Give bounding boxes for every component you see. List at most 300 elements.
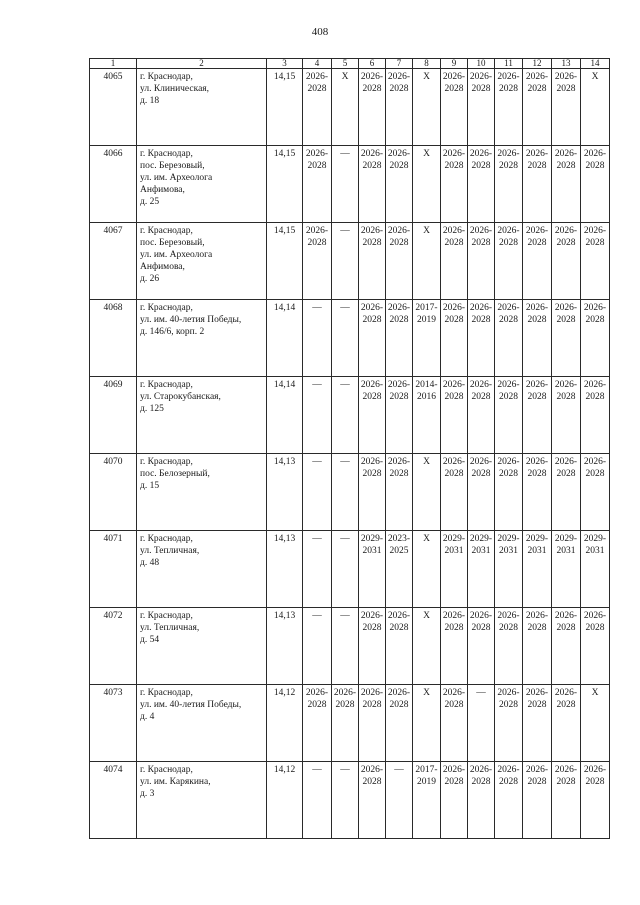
column-header-14: 14 <box>581 59 610 69</box>
period-text: 2026- <box>360 611 384 621</box>
period-text: Х <box>423 611 430 621</box>
period-cell <box>303 300 332 377</box>
address-line: г. Краснодар, <box>140 226 193 236</box>
period-cell <box>332 608 359 685</box>
period-cell <box>441 454 468 531</box>
period-text: 2026- <box>525 457 549 467</box>
period-text: 2029- <box>469 534 493 544</box>
period-text: 2028 <box>527 84 547 94</box>
period-text: 2031 <box>362 546 382 556</box>
period-cell <box>441 531 468 608</box>
area-cell: 14,12 <box>267 762 303 839</box>
address-line: ул. им. 40-летия Победы, <box>140 700 242 710</box>
address-line: г. Краснодар, <box>140 72 193 82</box>
period-text: 2026- <box>442 611 466 621</box>
period-cell <box>468 377 495 454</box>
table-row <box>90 300 610 377</box>
period-text: 2026- <box>469 457 493 467</box>
address-line: ул. им. Карякина, <box>140 777 211 787</box>
period-text: Х <box>591 688 599 698</box>
period-text: 2026- <box>442 72 466 82</box>
period-text: 2028 <box>499 161 518 171</box>
table-row <box>90 454 610 531</box>
table-row <box>90 146 610 223</box>
period-text: 2029- <box>525 534 549 544</box>
period-cell <box>495 300 523 377</box>
period-cell <box>523 531 552 608</box>
period-cell <box>581 608 610 685</box>
period-text: — <box>312 534 322 544</box>
address-line: пос. Березовый, <box>140 238 205 248</box>
period-cell <box>441 146 468 223</box>
period-cell <box>332 377 359 454</box>
period-text: 2026- <box>360 149 384 159</box>
area-cell: 14,13 <box>267 454 303 531</box>
period-text: 2028 <box>527 161 547 171</box>
period-text: 2026- <box>305 149 329 159</box>
period-cell <box>441 762 468 839</box>
period-text: 2028 <box>389 315 409 325</box>
period-text: 2028 <box>499 238 518 248</box>
period-cell <box>359 300 386 377</box>
period-text: 2028 <box>556 469 576 479</box>
period-text: 2026- <box>442 688 466 698</box>
period-text: 2014- <box>415 380 438 390</box>
period-text: 2026- <box>305 72 329 82</box>
period-text: 2028 <box>556 161 576 171</box>
period-cell <box>441 685 468 762</box>
period-cell <box>495 685 523 762</box>
period-text: Х <box>591 72 599 82</box>
period-text: 2017- <box>415 303 438 313</box>
period-text: Х <box>341 72 349 82</box>
period-text: 2026- <box>469 380 493 390</box>
period-text: 2031 <box>471 546 491 556</box>
period-text: 2028 <box>471 238 491 248</box>
period-text: 2026- <box>583 149 607 159</box>
period-cell <box>413 685 441 762</box>
period-text: 2028 <box>444 161 464 171</box>
period-cell <box>413 377 441 454</box>
area-cell: 14,14 <box>267 300 303 377</box>
period-cell <box>552 223 581 300</box>
period-cell <box>386 69 413 146</box>
period-cell <box>359 223 386 300</box>
period-cell <box>552 146 581 223</box>
address-line: пос. Белозерный, <box>140 469 210 479</box>
period-text: 2026- <box>469 149 493 159</box>
period-cell <box>359 608 386 685</box>
period-text: 2028 <box>444 623 464 633</box>
address-line: д. 125 <box>140 404 164 414</box>
period-text: 2028 <box>585 161 605 171</box>
period-text: 2026- <box>442 765 466 775</box>
address-cell <box>137 146 267 223</box>
column-header-12: 12 <box>523 59 552 69</box>
column-header-1: 1 <box>90 59 137 69</box>
period-text: 2028 <box>362 700 382 710</box>
period-text: 2031 <box>556 546 576 556</box>
period-cell <box>359 146 386 223</box>
period-text: 2028 <box>389 161 409 171</box>
period-cell <box>441 300 468 377</box>
address-cell <box>137 685 267 762</box>
period-text: 2026- <box>360 72 384 82</box>
period-cell <box>523 608 552 685</box>
period-text: 2026- <box>497 688 520 698</box>
period-text: 2026- <box>305 688 329 698</box>
period-cell <box>523 377 552 454</box>
column-header-13: 13 <box>552 59 581 69</box>
period-cell <box>413 300 441 377</box>
period-text: 2026- <box>525 765 549 775</box>
period-text: 2031 <box>444 546 464 556</box>
period-cell <box>523 300 552 377</box>
period-cell <box>581 685 610 762</box>
period-text: 2026- <box>387 226 411 236</box>
period-cell <box>581 223 610 300</box>
period-text: 2028 <box>556 84 576 94</box>
period-text: 2028 <box>585 238 605 248</box>
period-cell <box>413 69 441 146</box>
period-text: 2016 <box>417 392 436 402</box>
row-number: 4068 <box>90 300 137 377</box>
period-cell <box>441 608 468 685</box>
period-cell <box>523 146 552 223</box>
period-text: 2028 <box>499 469 518 479</box>
table-row <box>90 608 610 685</box>
period-text: — <box>312 457 322 467</box>
period-cell <box>386 223 413 300</box>
period-text: 2026- <box>554 765 578 775</box>
period-text: 2028 <box>585 777 605 787</box>
period-cell <box>332 531 359 608</box>
period-cell <box>581 762 610 839</box>
address-line: ул. Тепличная, <box>140 623 200 633</box>
period-text: 2026- <box>525 611 549 621</box>
period-cell <box>441 69 468 146</box>
period-cell <box>303 608 332 685</box>
period-text: 2026- <box>583 765 607 775</box>
period-cell <box>386 454 413 531</box>
register-table <box>89 58 610 839</box>
period-text: — <box>340 534 350 544</box>
period-cell <box>386 531 413 608</box>
period-cell <box>581 454 610 531</box>
period-cell <box>303 685 332 762</box>
period-text: 2028 <box>471 315 491 325</box>
period-text: 2028 <box>389 623 409 633</box>
period-cell <box>303 377 332 454</box>
period-cell <box>495 454 523 531</box>
period-text: 2028 <box>444 84 464 94</box>
period-cell <box>386 300 413 377</box>
period-text: 2026- <box>360 380 384 390</box>
period-text: 2026- <box>442 457 466 467</box>
header-row <box>90 59 610 69</box>
period-text: Х <box>423 688 430 698</box>
period-cell <box>303 454 332 531</box>
period-text: — <box>394 765 404 775</box>
period-text: 2029- <box>554 534 578 544</box>
period-text: 2028 <box>362 469 382 479</box>
period-cell <box>303 146 332 223</box>
row-number: 4070 <box>90 454 137 531</box>
period-text: 2026- <box>525 688 549 698</box>
period-cell <box>468 300 495 377</box>
period-text: 2028 <box>389 238 409 248</box>
period-text: — <box>340 611 350 621</box>
period-text: 2026- <box>497 765 520 775</box>
page-number: 408 <box>311 26 329 38</box>
period-text: 2028 <box>499 392 518 402</box>
period-text: 2028 <box>556 392 576 402</box>
column-header-2: 2 <box>137 59 267 69</box>
period-text: 2026- <box>333 688 357 698</box>
address-line: ул. Клиническая, <box>140 84 210 94</box>
period-cell <box>552 608 581 685</box>
row-number: 4069 <box>90 377 137 454</box>
period-text: 2028 <box>362 84 382 94</box>
period-text: 2026- <box>387 457 411 467</box>
row-number: 4067 <box>90 223 137 300</box>
period-text: — <box>340 457 350 467</box>
period-text: 2026- <box>469 72 493 82</box>
period-text: 2028 <box>585 623 605 633</box>
address-line: ул. Тепличная, <box>140 546 200 556</box>
period-text: 2028 <box>307 161 327 171</box>
area-cell: 14,15 <box>267 223 303 300</box>
period-text: 2026- <box>442 149 466 159</box>
period-text: 2028 <box>307 84 327 94</box>
column-header-7: 7 <box>386 59 413 69</box>
period-cell <box>332 300 359 377</box>
address-line: г. Краснодар, <box>140 380 193 390</box>
period-text: 2026- <box>554 72 578 82</box>
period-text: 2026- <box>583 226 607 236</box>
period-cell <box>332 454 359 531</box>
address-cell <box>137 762 267 839</box>
period-cell <box>581 69 610 146</box>
period-text: 2026- <box>583 303 607 313</box>
period-text: 2026- <box>387 149 411 159</box>
area-cell: 14,15 <box>267 69 303 146</box>
period-cell <box>332 69 359 146</box>
period-cell <box>581 377 610 454</box>
area-cell: 14,14 <box>267 377 303 454</box>
address-line: г. Краснодар, <box>140 688 193 698</box>
period-cell <box>468 608 495 685</box>
row-number: 4072 <box>90 608 137 685</box>
period-text: 2029- <box>360 534 384 544</box>
period-cell <box>523 685 552 762</box>
period-text: 2028 <box>527 700 547 710</box>
period-text: 2028 <box>362 315 382 325</box>
period-cell <box>552 762 581 839</box>
address-line: д. 54 <box>140 635 160 645</box>
period-text: 2019 <box>417 315 436 325</box>
period-cell <box>413 608 441 685</box>
period-cell <box>386 608 413 685</box>
period-text: 2029- <box>497 534 520 544</box>
period-cell <box>359 762 386 839</box>
period-text: 2028 <box>585 392 605 402</box>
period-text: — <box>340 765 350 775</box>
address-line: ул. им. 40-летия Победы, <box>140 315 242 325</box>
period-cell <box>552 300 581 377</box>
table-row <box>90 223 610 300</box>
period-cell <box>359 69 386 146</box>
address-line: ул. им. Археолога <box>140 173 213 183</box>
period-text: 2028 <box>499 623 518 633</box>
period-text: 2028 <box>556 623 576 633</box>
address-line: д. 26 <box>140 274 160 284</box>
period-text: Х <box>423 149 430 159</box>
address-cell <box>137 377 267 454</box>
period-text: 2026- <box>525 149 549 159</box>
period-text: 2028 <box>527 392 547 402</box>
period-cell <box>552 377 581 454</box>
period-text: 2028 <box>444 238 464 248</box>
period-text: 2028 <box>556 700 576 710</box>
period-cell <box>359 685 386 762</box>
period-text: 2028 <box>471 777 491 787</box>
period-text: 2028 <box>527 777 547 787</box>
period-text: 2028 <box>499 777 518 787</box>
column-header-8: 8 <box>413 59 441 69</box>
table-row <box>90 685 610 762</box>
period-text: 2028 <box>362 161 382 171</box>
address-cell <box>137 223 267 300</box>
period-cell <box>495 69 523 146</box>
period-cell <box>495 762 523 839</box>
column-header-5: 5 <box>332 59 359 69</box>
address-line: г. Краснодар, <box>140 611 193 621</box>
period-text: 2026- <box>583 380 607 390</box>
address-line: г. Краснодар, <box>140 149 193 159</box>
period-text: 2026- <box>497 149 520 159</box>
period-text: — <box>340 303 350 313</box>
area-cell: 14,15 <box>267 146 303 223</box>
period-cell <box>359 377 386 454</box>
period-text: 2026- <box>554 303 578 313</box>
period-text: 2028 <box>527 623 547 633</box>
period-text: 2026- <box>525 72 549 82</box>
address-line: ул. Старокубанская, <box>140 392 221 402</box>
period-text: 2028 <box>556 238 576 248</box>
address-cell <box>137 69 267 146</box>
period-text: 2026- <box>360 457 384 467</box>
period-text: 2028 <box>444 469 464 479</box>
address-line: д. 15 <box>140 481 160 491</box>
period-cell <box>468 223 495 300</box>
column-header-3: 3 <box>267 59 303 69</box>
period-text: Х <box>423 72 430 82</box>
row-number: 4066 <box>90 146 137 223</box>
period-text: 2031 <box>527 546 547 556</box>
period-cell <box>468 454 495 531</box>
period-text: 2028 <box>362 623 382 633</box>
period-cell <box>359 454 386 531</box>
column-header-11: 11 <box>495 59 523 69</box>
period-text: 2026- <box>387 72 411 82</box>
row-number: 4073 <box>90 685 137 762</box>
period-cell <box>332 223 359 300</box>
period-text: 2028 <box>527 238 547 248</box>
period-text: 2028 <box>362 777 382 787</box>
period-text: 2028 <box>389 700 409 710</box>
period-text: 2026- <box>497 303 520 313</box>
period-cell <box>413 146 441 223</box>
period-cell <box>495 146 523 223</box>
period-cell <box>441 377 468 454</box>
period-text: — <box>312 765 322 775</box>
period-text: 2028 <box>556 315 576 325</box>
period-text: Х <box>423 457 430 467</box>
row-number: 4065 <box>90 69 137 146</box>
period-text: 2026- <box>525 380 549 390</box>
row-number: 4074 <box>90 762 137 839</box>
period-text: 2029- <box>583 534 607 544</box>
address-line: г. Краснодар, <box>140 534 193 544</box>
period-text: — <box>340 226 350 236</box>
period-cell <box>386 377 413 454</box>
period-text: 2026- <box>387 688 411 698</box>
period-cell <box>523 762 552 839</box>
period-text: 2028 <box>444 392 464 402</box>
address-line: г. Краснодар, <box>140 303 193 313</box>
period-text: — <box>312 303 322 313</box>
column-header-10: 10 <box>468 59 495 69</box>
period-cell <box>552 685 581 762</box>
period-text: 2026- <box>497 226 520 236</box>
period-text: 2028 <box>307 238 327 248</box>
period-cell <box>495 377 523 454</box>
period-text: 2026- <box>469 303 493 313</box>
period-text: — <box>476 688 486 698</box>
address-line: г. Краснодар, <box>140 457 193 467</box>
period-text: 2028 <box>471 161 491 171</box>
period-text: — <box>312 380 322 390</box>
period-cell <box>303 531 332 608</box>
period-text: 2026- <box>387 380 411 390</box>
address-cell <box>137 608 267 685</box>
period-cell <box>495 608 523 685</box>
period-cell <box>552 454 581 531</box>
period-text: 2031 <box>585 546 605 556</box>
address-cell <box>137 300 267 377</box>
column-header-9: 9 <box>441 59 468 69</box>
address-line: д. 146/6, корп. 2 <box>140 327 205 337</box>
period-text: 2028 <box>585 315 605 325</box>
period-text: 2028 <box>389 469 409 479</box>
period-cell <box>581 531 610 608</box>
period-text: 2026- <box>554 611 578 621</box>
period-text: 2028 <box>471 392 491 402</box>
period-text: — <box>340 149 350 159</box>
period-text: 2026- <box>583 457 607 467</box>
period-text: 2026- <box>554 226 578 236</box>
period-cell <box>332 146 359 223</box>
period-text: 2028 <box>389 84 409 94</box>
address-line: д. 48 <box>140 558 160 568</box>
period-text: 2026- <box>387 611 411 621</box>
period-text: 2028 <box>362 238 382 248</box>
period-cell <box>581 146 610 223</box>
period-text: 2026- <box>442 380 466 390</box>
period-cell <box>468 146 495 223</box>
period-text: 2026- <box>387 303 411 313</box>
